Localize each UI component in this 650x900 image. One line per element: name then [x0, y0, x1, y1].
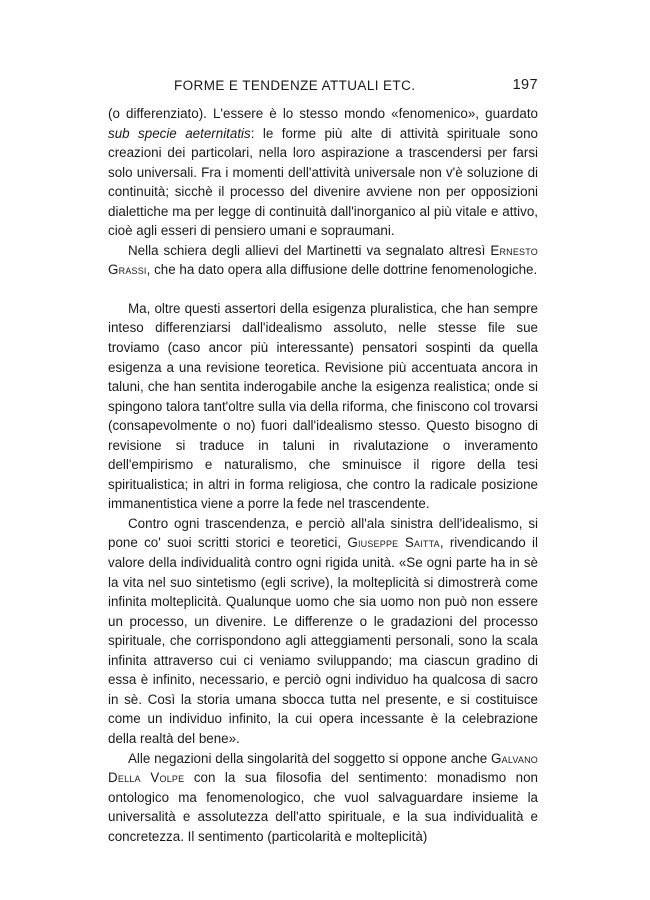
- paragraph-1: [108, 104, 538, 241]
- page-number: 197: [512, 77, 538, 93]
- paragraph-3: Ma, oltre questi assertori della esigenza pluralistica, che han sempre inteso differenziarsi dall'idealismo assoluto, nelle stesse file sue troviamo (caso ancor più interessante) pensatori sospinti da quella esigenza a una revisione teoretica. Revisione più accentuata ancora in taluni, che han sentita inderogabile anche la esigenza realistica; onde si spingono talora tant'oltre sulla via della riforma, che finiscono col trovarsi (consapevolmente o no) fuori dall'idealismo stesso. Questo bisogno di revisione si traduce in taluni in rivalutazione o inveramento dell'empirismo e naturalismo, che sminuisce il rigore della tesi spiritualistica; in altri in forma religiosa, che contro la radicale posizione immanentistica viene a porre la fede nel trascendente.: [108, 300, 538, 512]
- p1-italic-phrase: sub specie aeternitatis: [108, 125, 251, 141]
- p2-author-name: Ernesto Grassi: [108, 242, 538, 278]
- p5-text-b: con la sua filosofia del sentimento: monadismo non ontologico ma fenomenologico, che vuol salvaguardare insieme la universalità e assolutezza dell'atto spirituale, e la sua individualità e concretezza. Il sentimento (particolarità e molteplicità): [108, 770, 538, 844]
- paragraph-5: [108, 749, 538, 847]
- p4-author-name: Giuseppe Saitta: [347, 535, 440, 551]
- p1-text-a: (o differenziato). L'essere è lo stesso mondo «fenomenico», guardato: [108, 106, 538, 121]
- p5-author-name: Galvano Della Volpe: [108, 750, 538, 786]
- p4-text-b: , rivendicando il valore della individualità contro ogni rigida unità. «Se ogni parte ha in sè la vita nel suo sintetismo (egli scrive), la molteplicità si dimostrerà come infinita molteplicità. Qualunque uomo che sia uomo non può non essere un processo, un divenire. Le differenze o le gradazioni del processo spirituale, che corrispondono agli atteggiamenti personali, sono la scala infinita attraverso cui ci veniamo sviluppando; ma ciascun gradino di essa è infinito, necessario, e perciò ogni individuo ha qualcosa di sacro in sè. Così la storia umana sbocca tutta nel presente, e si costituisce come un individuo infinito, la cui opera incessante è la celebrazione della realtà del bene».: [108, 535, 538, 746]
- p1-text-b: : le forme più alte di attività spirituale sono creazioni dei particolari, nella loro aspirazione a trascendersi per farsi solo universali. Fra i momenti dell'attività universale non v'è soluzione di continuità; sicchè il processo del divenire avviene non per opposizioni dialettiche ma per legge di continuità dall'inorganico al più vitale e attivo, cioè agli esseri di pensiero umani e sopraumani.: [108, 125, 539, 239]
- body-text: [108, 104, 538, 846]
- p2-text-b: , che ha dato opera alla diffusione delle dottrine fenomenologiche.: [146, 262, 538, 278]
- paragraph-2: [108, 241, 538, 280]
- p2-text-a: Nella schiera degli allievi del Martinetti va segnalato altresì: [128, 242, 491, 258]
- p5-text-a: Alle negazioni della singolarità del soggetto si oppone anche: [128, 750, 491, 766]
- p4-text-a: Contro ogni trascendenza, e perciò all'ala sinistra dell'idealismo, si pone co' suoi scritti storici e teoretici,: [108, 515, 538, 551]
- paragraph-4: [108, 514, 538, 749]
- running-title: FORME E TENDENZE ATTUALI ETC.: [174, 78, 416, 93]
